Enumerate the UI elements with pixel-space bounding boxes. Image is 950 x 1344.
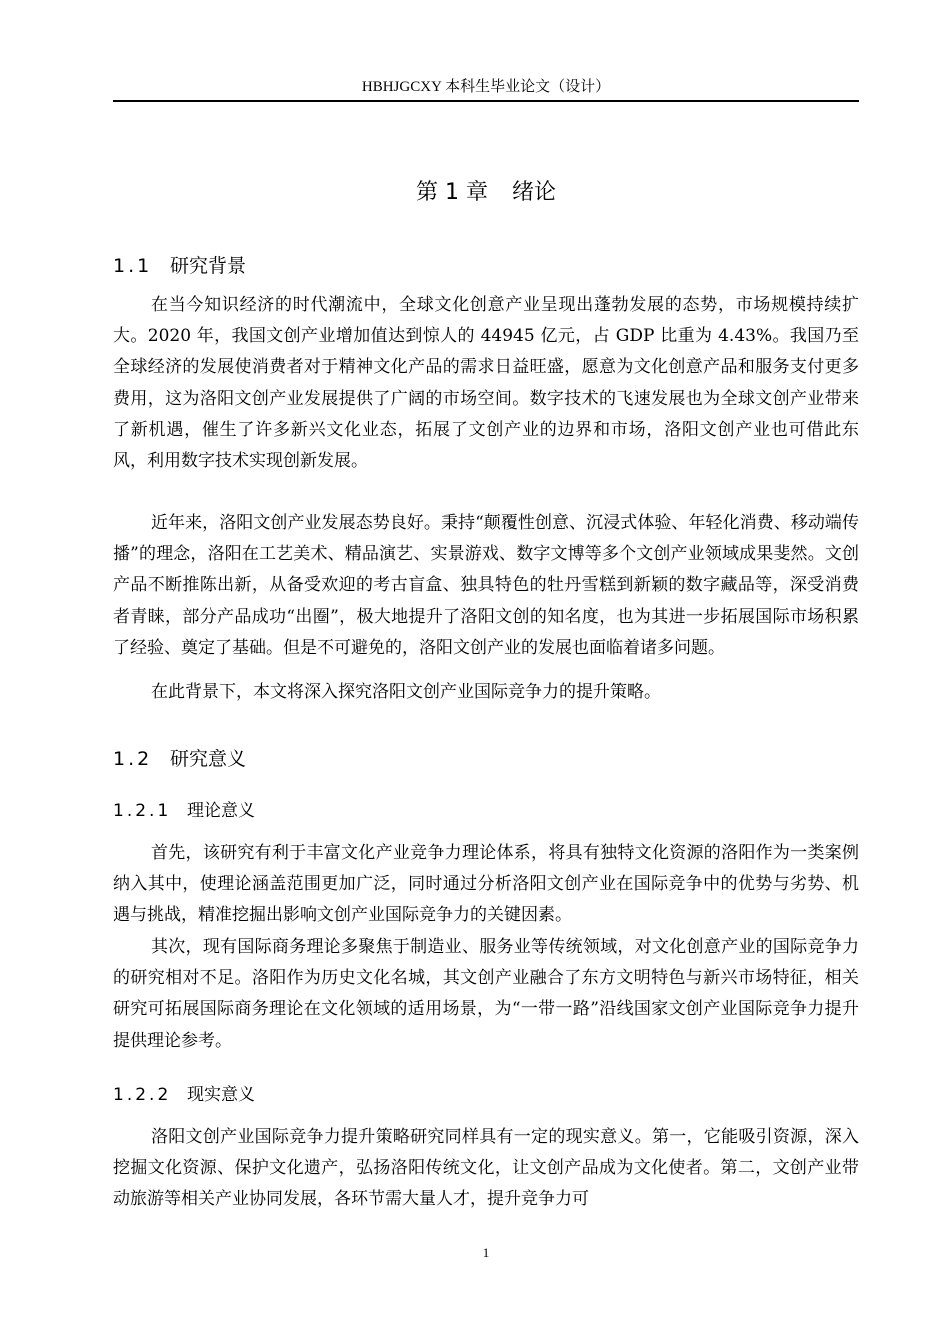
section-title: 研究意义 bbox=[170, 748, 247, 770]
paragraph-background-2: 近年来，洛阳文创产业发展态势良好。秉持“颠覆性创意、沉浸式体验、年轻化消费、移动端传播”的理念，洛阳在工艺美术、精品演艺、实景游戏、数字文博等多个文创产业领域成果斐然。文创产品不断推陈出新，从备受欢迎的考古盲盒、独具特色的牡丹雪糕到新颖的数字藏品等，深受消费者青睐，部分产品成功“出圈”，极大地提升了洛阳文创的知名度，也为其进一步拓展国际市场积累了经验、奠定了基础。但是不可避免的，洛阳文创产业的发展也面临着诸多问题。 bbox=[113, 513, 859, 658]
section-number: 1.1 bbox=[113, 255, 153, 277]
paragraph-theory-2: 其次，现有国际商务理论多聚焦于制造业、服务业等传统领域，对文化创意产业的国际竞争力的研究相对不足。洛阳作为历史文化名城，其文创产业融合了东方文明特色与新兴市场特征，相关研究可拓展国际商务理论在文化领域的适用场景，为“一带一路”沿线国家文创产业国际竞争力提升提供理论参考。 bbox=[113, 937, 859, 1051]
paragraph-practice-1: 洛阳文创产业国际竞争力提升策略研究同样具有一定的现实意义。第一，它能吸引资源，深入挖掘文化资源、保护文化遗产，弘扬洛阳传统文化，让文创产品成为文化使者。第二，文创产业带动旅游等相关产业协同发展，各环节需大量人才，提升竞争力可 bbox=[113, 1127, 859, 1210]
page-header: HBHJGCXY 本科生毕业论文（设计） bbox=[361, 79, 611, 95]
paragraph-background-1: 在当今知识经济的时代潮流中，全球文化创意产业呈现出蓬勃发展的态势，市场规模持续扩大。2020 年，我国文创产业增加值达到惊人的 44945 亿元，占 GDP 比重为 4.43%。我国乃至全球经济的发展使消费者对于精神文化产品的需求日益旺盛，愿意为文化创意产品和服务支付更多费用，这为洛阳文创产业发展提供了广阔的市场空间。数字技术的飞速发展也为全球文创产业带来了新机遇，催生了许多新兴文化业态，拓展了文创产业的边界和市场，洛阳文创产业也可借此东风，利用数字技术实现创新发展。 bbox=[113, 295, 859, 472]
section-heading-1-1 bbox=[113, 253, 246, 279]
header-rule bbox=[113, 100, 859, 102]
subsection-title: 理论意义 bbox=[187, 801, 255, 821]
chapter-number: 第 1 章 bbox=[416, 180, 488, 205]
page-number: 1 bbox=[482, 1245, 490, 1260]
section-heading-1-2 bbox=[113, 746, 246, 772]
subsection-heading-1-2-1 bbox=[113, 799, 255, 823]
paragraph-theory-1: 首先，该研究有利于丰富文化产业竞争力理论体系，将具有独特文化资源的洛阳作为一类案例纳入其中，使理论涵盖范围更加广泛，同时通过分析洛阳文创产业在国际竞争中的优势与劣势、机遇与挑战，精准挖掘出影响文创产业国际竞争力的关键因素。 bbox=[113, 843, 859, 926]
chapter-title bbox=[113, 178, 859, 208]
paragraph-background-3: 在此背景下，本文将深入探究洛阳文创产业国际竞争力的提升策略。 bbox=[151, 682, 661, 702]
section-title: 研究背景 bbox=[170, 255, 247, 277]
chapter-name: 绪论 bbox=[511, 180, 556, 205]
subsection-heading-1-2-2 bbox=[113, 1083, 255, 1107]
section-number: 1.2 bbox=[113, 748, 153, 770]
subsection-number: 1.2.1 bbox=[113, 801, 172, 821]
subsection-number: 1.2.2 bbox=[113, 1085, 172, 1105]
subsection-title: 现实意义 bbox=[187, 1085, 255, 1105]
